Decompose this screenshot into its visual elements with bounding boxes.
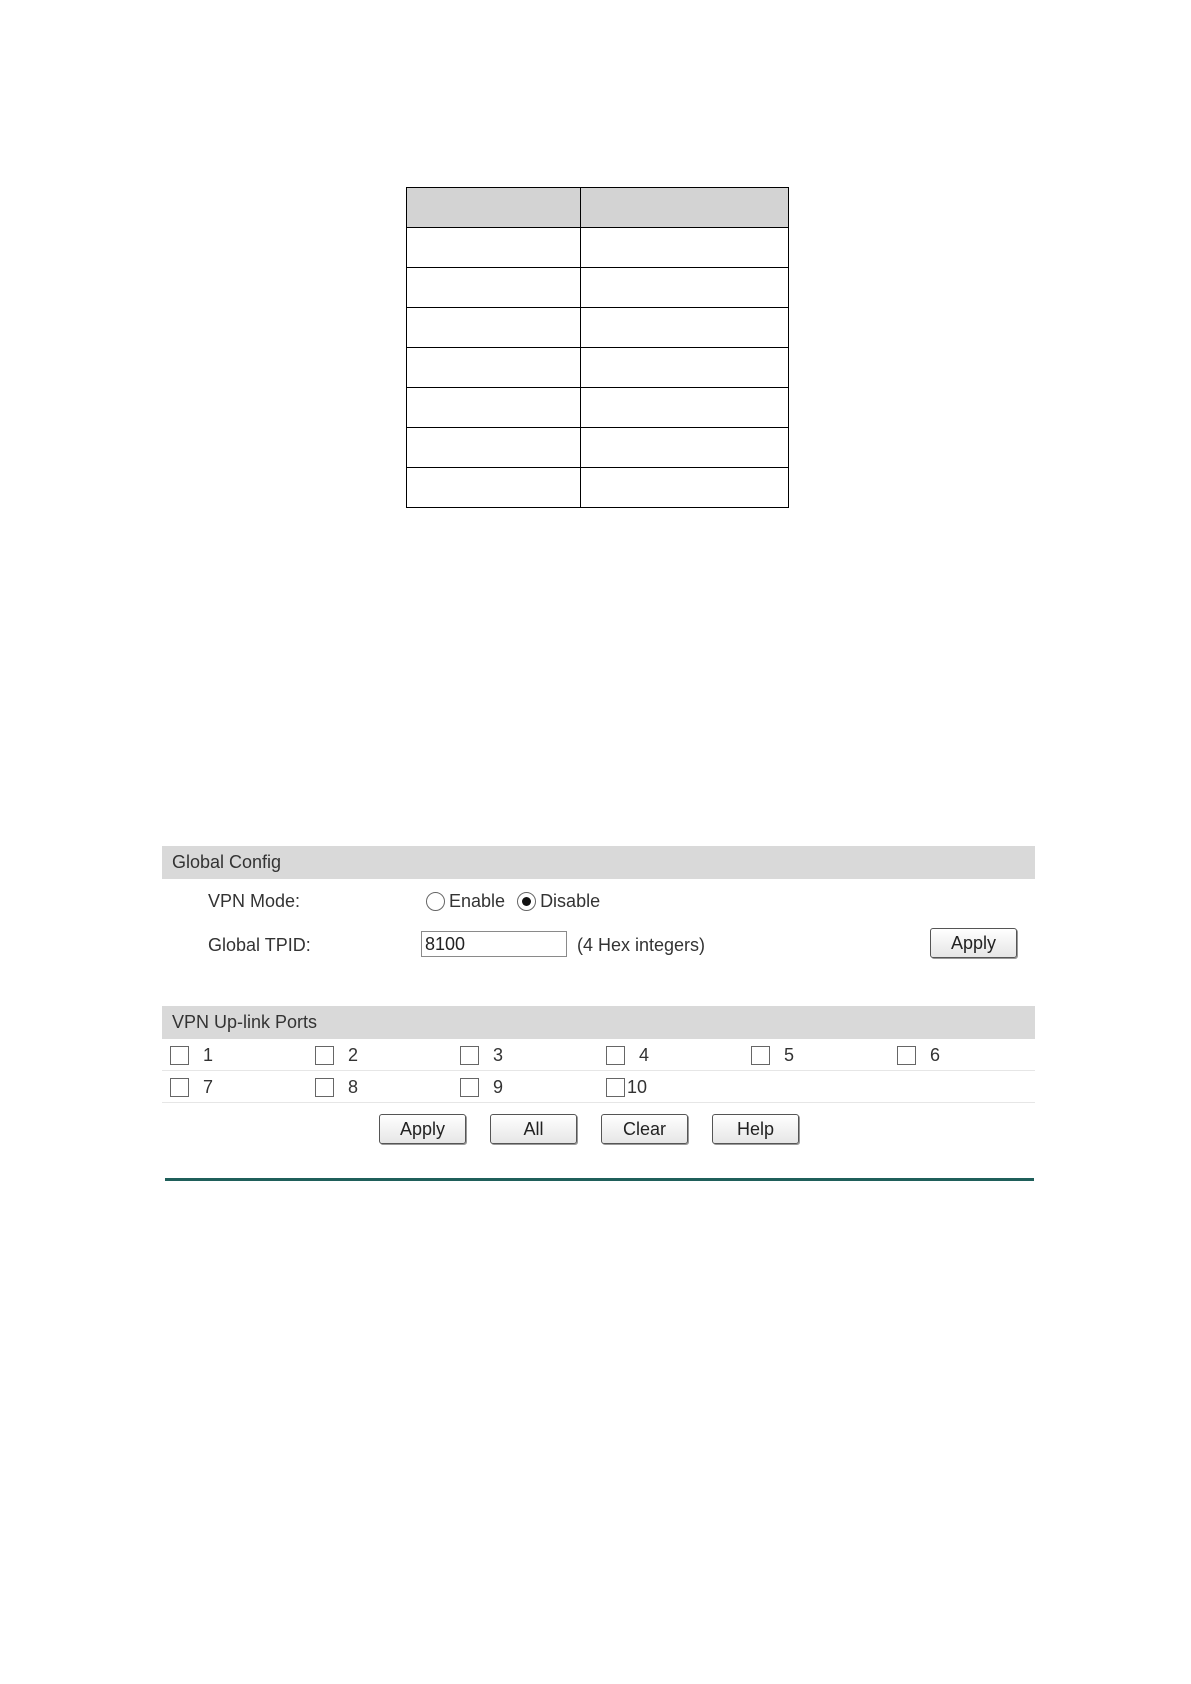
ports-row-1 (162, 1039, 1035, 1071)
table-cell (581, 228, 789, 268)
enable-radio-label[interactable]: Enable (449, 891, 506, 911)
bottom-divider (165, 1178, 1034, 1181)
global-tpid-label: Global TPID: (208, 935, 311, 955)
table-row (407, 348, 789, 388)
vpn-mode-row (162, 879, 1035, 923)
port-label: 7 (203, 1077, 214, 1097)
port-3[interactable] (460, 1045, 503, 1066)
table-row (407, 308, 789, 348)
tpid-hint: (4 Hex integers) (577, 935, 706, 955)
port-label: 6 (930, 1045, 941, 1065)
disable-radio-label[interactable]: Disable (540, 891, 601, 911)
table-cell (407, 308, 581, 348)
vpn-mode-label: VPN Mode: (208, 891, 301, 911)
port-checkbox[interactable] (170, 1078, 189, 1097)
empty-grid-table (406, 187, 789, 508)
port-label: 5 (784, 1045, 795, 1065)
port-checkbox[interactable] (897, 1046, 916, 1065)
table-cell (581, 308, 789, 348)
global-config-header: Global Config (162, 846, 1035, 879)
global-tpid-input[interactable] (421, 931, 567, 957)
port-label: 1 (203, 1045, 214, 1065)
disable-radio[interactable] (517, 892, 536, 911)
uplink-ports-button-row (162, 1103, 1035, 1155)
global-config-panel (162, 846, 1035, 967)
port-label: 2 (348, 1045, 359, 1065)
table-cell (581, 428, 789, 468)
global-config-apply-button[interactable]: Apply (930, 928, 1017, 958)
port-checkbox[interactable] (751, 1046, 770, 1065)
port-6[interactable] (897, 1045, 940, 1066)
enable-radio[interactable] (426, 892, 445, 911)
table-row (407, 228, 789, 268)
table-cell (407, 388, 581, 428)
help-button[interactable]: Help (712, 1114, 799, 1144)
global-tpid-row (162, 923, 1035, 967)
table-cell (407, 428, 581, 468)
vpn-mode-radio-group (426, 891, 612, 912)
table-cell (407, 228, 581, 268)
table-cell (581, 348, 789, 388)
port-label: 9 (493, 1077, 504, 1097)
port-9[interactable] (460, 1077, 503, 1098)
all-button[interactable]: All (490, 1114, 577, 1144)
table-row (407, 388, 789, 428)
port-checkbox[interactable] (315, 1078, 334, 1097)
table-cell (407, 188, 581, 228)
port-2[interactable] (315, 1045, 358, 1066)
port-label: 8 (348, 1077, 359, 1097)
table-row (407, 468, 789, 508)
uplink-ports-panel (162, 1006, 1035, 1155)
table-cell (581, 388, 789, 428)
port-checkbox[interactable] (460, 1078, 479, 1097)
port-checkbox[interactable] (315, 1046, 334, 1065)
port-10[interactable] (606, 1077, 647, 1098)
port-checkbox[interactable] (460, 1046, 479, 1065)
uplink-ports-header: VPN Up-link Ports (162, 1006, 1035, 1039)
table-cell (407, 348, 581, 388)
table-cell (407, 268, 581, 308)
table-cell (581, 468, 789, 508)
table-cell (581, 188, 789, 228)
port-1[interactable] (170, 1045, 213, 1066)
ports-row-2 (162, 1071, 1035, 1103)
table-cell (581, 268, 789, 308)
port-checkbox[interactable] (170, 1046, 189, 1065)
port-5[interactable] (751, 1045, 794, 1066)
port-4[interactable] (606, 1045, 649, 1066)
apply-button[interactable]: Apply (379, 1114, 466, 1144)
port-label: 3 (493, 1045, 504, 1065)
port-checkbox[interactable] (606, 1078, 625, 1097)
port-7[interactable] (170, 1077, 213, 1098)
clear-button[interactable]: Clear (601, 1114, 688, 1144)
table-cell (407, 468, 581, 508)
table-row (407, 428, 789, 468)
table-row (407, 268, 789, 308)
port-label: 4 (639, 1045, 650, 1065)
table-header-row (407, 188, 789, 228)
port-8[interactable] (315, 1077, 358, 1098)
port-label: 10 (627, 1077, 648, 1097)
port-checkbox[interactable] (606, 1046, 625, 1065)
